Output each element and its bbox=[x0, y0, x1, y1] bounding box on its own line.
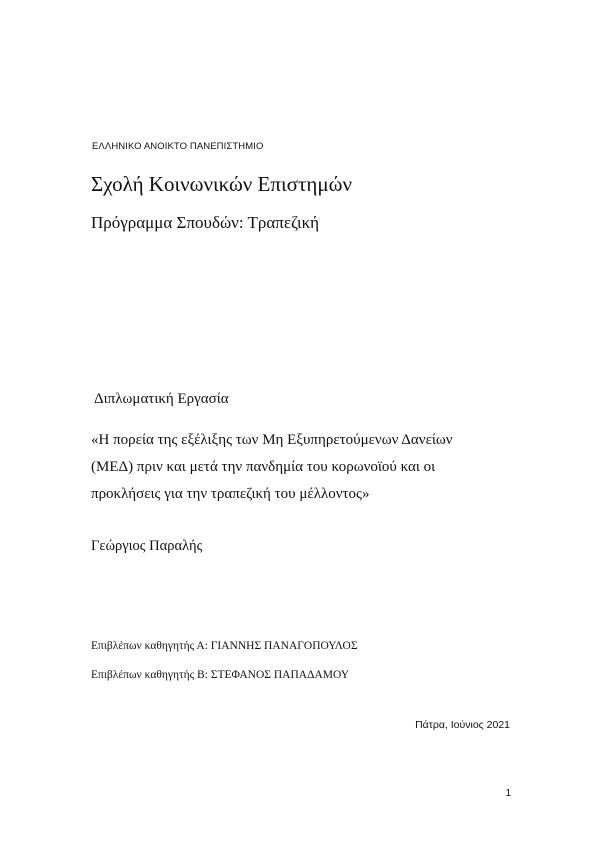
page-number: 1 bbox=[505, 788, 511, 799]
thesis-title-line: προκλήσεις για την τραπεζική του μέλλοντος» bbox=[91, 486, 370, 502]
school-name: Σχολή Κοινωνικών Επιστημών bbox=[91, 172, 352, 196]
thesis-label: Διπλωματική Εργασία bbox=[94, 391, 229, 407]
supervisor-b: Επιβλέπων καθηγητής Β: ΣΤΕΦΑΝΟΣ ΠΑΠΑΔΑΜΟΥ bbox=[91, 669, 350, 681]
place-and-date: Πάτρα, Ιούνιος 2021 bbox=[415, 719, 510, 731]
thesis-title-line: «Η πορεία της εξέλιξης των Μη Εξυπηρετούμενων Δανείων bbox=[91, 432, 453, 448]
supervisor-a: Επιβλέπων καθηγητής Α: ΓΙΑΝΝΗΣ ΠΑΝΑΓΟΠΟΥΛΟΣ bbox=[91, 640, 358, 652]
thesis-title-line: (ΜΕΔ) πριν και μετά την πανδημία του κορωνοϊού και οι bbox=[91, 459, 436, 475]
program-name: Πρόγραμμα Σπουδών: Τραπεζική bbox=[91, 213, 320, 232]
author-name: Γεώργιος Παραλής bbox=[91, 538, 203, 554]
university-name: ΕΛΛΗΝΙΚΟ ΑΝΟΙΚΤΟ ΠΑΝΕΠΙΣΤΗΜΙΟ bbox=[92, 141, 264, 152]
thesis-title bbox=[91, 427, 531, 508]
